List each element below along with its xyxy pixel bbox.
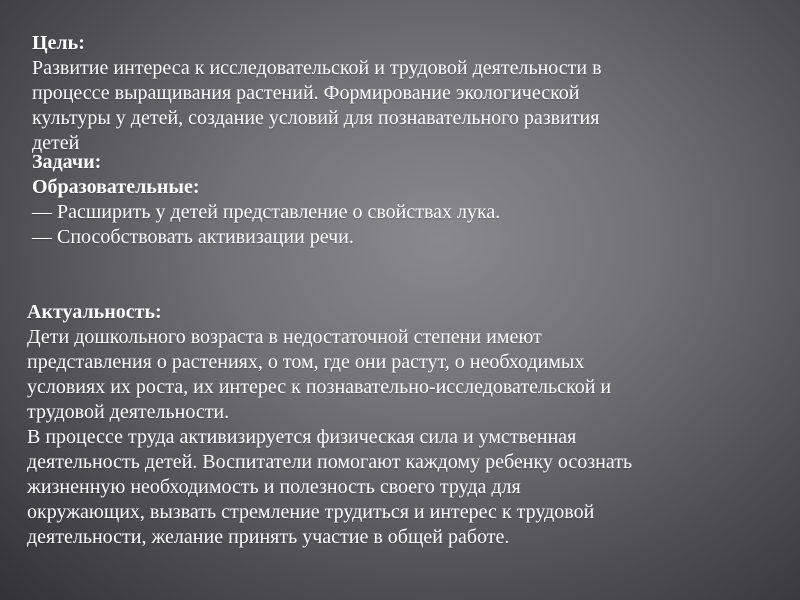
- goal-line: процессе выращивания растений. Формирование экологической: [32, 82, 580, 104]
- goal-line: Развитие интереса к исследовательской и трудовой деятельности в: [32, 57, 602, 79]
- relevance-line: Дети дошкольного возраста в недостаточной степени имеют: [27, 326, 542, 348]
- relevance-line: жизненную необходимость и полезность своего труда для: [27, 476, 521, 498]
- goal-section: [32, 31, 752, 156]
- task-item: — Расширить у детей представление о свойствах лука.: [32, 201, 501, 223]
- tasks-section: [32, 150, 752, 250]
- relevance-line: деятельности, желание принять участие в общей работе.: [27, 526, 510, 548]
- relevance-line: представления о растениях, о том, где они растут, о необходимых: [27, 351, 585, 373]
- relevance-line: трудовой деятельности.: [27, 401, 230, 423]
- relevance-line: окружающих, вызвать стремление трудиться и интерес к трудовой: [27, 501, 595, 523]
- goal-line: культуры у детей, создание условий для познавательного развития: [32, 107, 600, 129]
- tasks-subheading: Образовательные:: [32, 176, 200, 198]
- tasks-heading: Задачи:: [32, 151, 102, 173]
- relevance-line: условиях их роста, их интерес к познавательно-исследовательской и: [27, 376, 612, 398]
- relevance-line: В процессе труда активизируется физическая сила и умственная: [27, 426, 577, 448]
- goal-line: детей: [32, 132, 80, 154]
- goal-heading: Цель:: [32, 32, 85, 54]
- relevance-section: [27, 300, 787, 550]
- relevance-heading: Актуальность:: [27, 301, 162, 323]
- relevance-line: деятельность детей. Воспитатели помогают каждому ребенку осознать: [27, 451, 633, 473]
- task-item: — Способствовать активизации речи.: [32, 226, 354, 248]
